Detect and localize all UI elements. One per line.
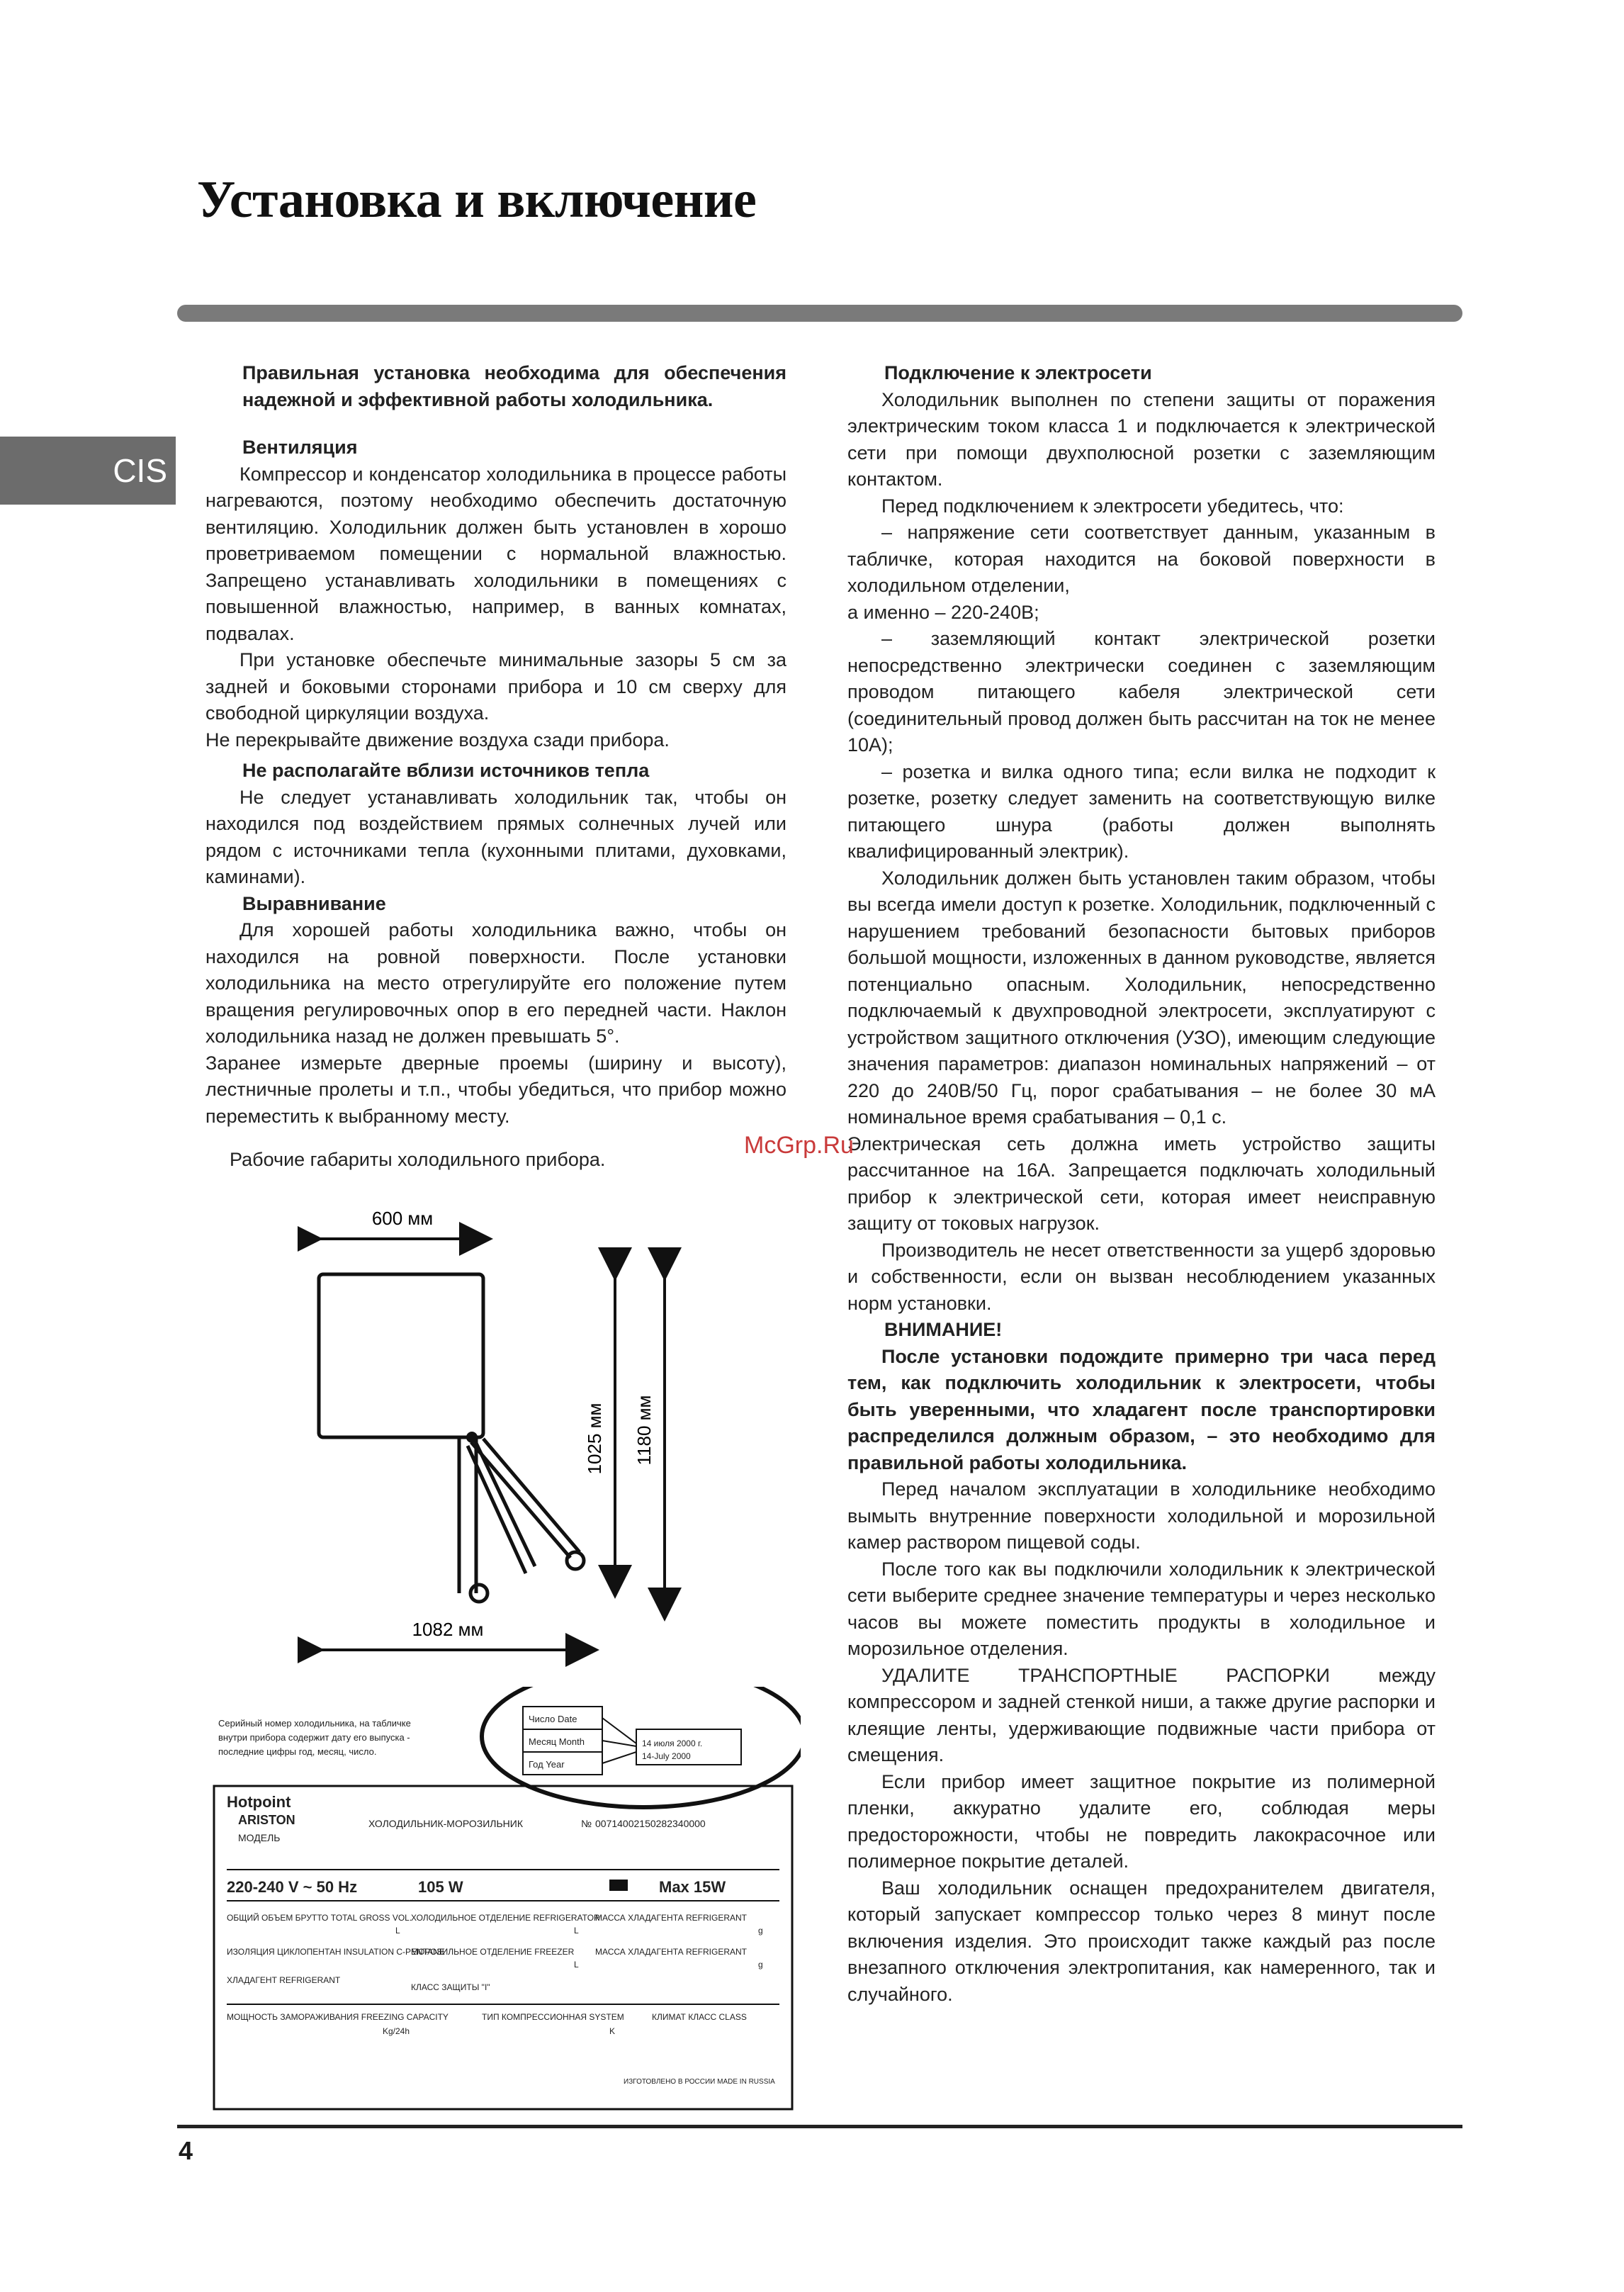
highlight-ellipse [482,1687,801,1807]
dimensions-diagram [298,1205,723,1687]
title-divider [177,305,1462,322]
power-paragraph: – розетка и вилка одного типа; если вилка не подходит к розетке, розетку следует заменить на соответствующую вилке питающего шнура (работы должен выполнять квалифицированный электрик). [847,760,1436,862]
right-column [847,360,1436,2008]
power-heading: Подключение к электросети [884,362,1152,383]
watermark: McGrp.Ru [744,1132,854,1159]
plate-field: ХОЛОДИЛЬНОЕ ОТДЕЛЕНИЕ REFRIGERATOR [411,1913,600,1923]
plate-field: МОЩНОСТЬ ЗАМОРАЖИВАНИЯ FREEZING CAPACITY [227,2012,449,2022]
power-paragraph: Перед подключением к электросети убедитесь, что: [881,495,1344,517]
date-example: 14 июля 2000 г. 14-July 2000 [642,1738,703,1761]
ventilation-heading: Вентиляция [242,437,358,458]
serial-label: № [581,1818,592,1829]
made-in-text: ИЗГОТОВЛЕНО В РОССИИ MADE IN RUSSIA [624,2078,775,2086]
plate-field: КЛАСС ЗАЩИТЫ "I" [411,1982,490,1992]
plate-unit: g [758,1960,763,1970]
date-row-year: Год Year [529,1759,565,1770]
body-paragraph: Перед началом эксплуатации в холодильнике необходимо вымыть внутренние поверхности холодильной и морозильной камер раствором пищевой соды. [847,1478,1436,1553]
level-paragraph: Заранее измерьте дверные проемы (ширину и высоту), лестничные пролеты и т.п., чтобы убедиться, что прибор можно переместить к выбранному месту. [205,1052,786,1127]
power-text: 105 W [418,1878,463,1896]
plate-unit: L [574,1960,579,1970]
date-row-day: Число Date [529,1714,577,1724]
lamp-text: Max 15W [659,1878,726,1896]
power-paragraph: – заземляющий контакт электрической розетки непосредственно электрически соединен с заземляющим проводом питающего кабеля электрической сети (соединительный провод должен быть рассчитан на ток не менее 10А); [847,628,1436,755]
intro-text: Правильная установка необходима для обеспечения надежной и эффективной работы холодильника. [242,362,786,410]
fridge-outline [319,1274,483,1437]
width-label: 600 мм [371,1208,434,1229]
model-label: МОДЕЛЬ [238,1832,281,1843]
heat-paragraph: Не следует устанавливать холодильник так, чтобы он находился под воздействием прямых солнечных лучей или рядом с источниками тепла (кухонными плитами, духовками, каминами). [205,786,786,887]
power-paragraph: Электрическая сеть должна иметь устройство защиты рассчитанное на 16А. Запрещается подключать холодильный прибор к электрической сети, которая имеет неисправную защиту от токовых нагрузок. [847,1133,1436,1234]
type-label: ХОЛОДИЛЬНИК-МОРОЗИЛЬНИК [368,1818,523,1829]
plate-field: МОРОЗИЛЬНОЕ ОТДЕЛЕНИЕ FREEZER [411,1947,575,1957]
plate-unit: g [758,1926,763,1936]
footer-divider [177,2125,1462,2128]
page-number: 4 [179,2136,193,2165]
ventilation-paragraph: Компрессор и конденсатор холодильника в процессе работы нагреваются, поэтому необходимо обеспечить достаточную вентиляцию. Холодильник должен быть установлен в хорошо проветриваемом помещении с нормальной влажностью. Запрещено устанавливать холодильники в помещениях с повышенной влажностью, например, в ванных комнатах, подвалах. [205,463,786,644]
power-paragraph: – напряжение сети соответствует данным, указанным в табличке, которая находится на боковой поверхности в холодильном отделении, [847,522,1436,596]
serial-number: 00714002150282340000 [595,1818,706,1829]
plate-field: ТИП КОМПРЕССИОННАЯ SYSTEM [482,2012,624,2022]
plate-field: ОБЩИЙ ОБЪЕМ БРУТТО TOTAL GROSS VOL. [227,1913,412,1923]
plate-unit: L [574,1926,579,1936]
body-paragraph: Ваш холодильник оснащен предохранителем двигателя, который запускает компрессор только через 8 минут после включения изделия. Это происходит также каждый раз после внезапного отключения электропитания, как намеренного, так и случайного. [847,1877,1436,2005]
power-paragraph: Холодильник должен быть установлен таким образом, чтобы вы всегда имели доступ к розетке. Холодильник, подключенный с нарушением требований безопасности бытовых приборов большой мощности, изложенных в данном руководстве, является потенциально опасным. Холодильник, непосредственно подключаемый к двухпроводной электросети, эксплуатируют с устройством защитного отключения (УЗО), имеющим следующие значения параметров: диапазон номинальных напряжений – от 220 до 240В/50 Гц, порог срабатывания – не более 30 мА номинальное время срабатывания – 0,1 с. [847,867,1436,1128]
power-paragraph: Холодильник выполнен по степени защиты от поражения электрическим током класса 1 и подключается к электрической сети при помощи двухполюсной розетки с заземляющим контактом. [847,388,1436,490]
brand-sub-text: ARISTON [238,1813,295,1827]
warning-paragraph: После установки подождите примерно три часа перед тем, как подключить холодильник к электросети, чтобы быть уверенными, что хладагент после транспортировки распределился должным образом, – это необходимо для правильной работы холодильника. [847,1345,1436,1473]
plate-unit: L [395,1926,400,1936]
rating-plate-image [213,1687,801,2112]
level-heading: Выравнивание [242,892,386,914]
power-paragraph: а именно – 220-240В; [847,601,1039,623]
plate-field: ИЗОЛЯЦИЯ ЦИКЛОПЕНТАН INSULATION C-PENTANE [227,1947,445,1957]
plate-field: КЛИМАТ КЛАСС CLASS [652,2012,747,2022]
body-paragraph: Если прибор имеет защитное покрытие из полимерной пленки, аккуратно удалите его, соблюдая меры предосторожности, чтобы не повредить лакокрасочное или полимерное покрытие деталей. [847,1770,1436,1872]
left-column [205,360,786,1174]
brand-logo-text: Hotpoint [227,1793,291,1811]
serial-note: Серийный номер холодильника, на табличке внутри прибора содержит дату его выпуска - последние цифры год, месяц, число. [218,1718,411,1757]
depth-label: 1082 мм [412,1619,484,1640]
warning-heading: ВНИМАНИЕ! [884,1319,1003,1340]
ventilation-paragraph: Не перекрывайте движение воздуха сзади прибора. [205,729,670,751]
page-title: Установка и включение [197,171,757,229]
plate-unit: K [609,2026,616,2036]
plate-unit: Kg/24h [383,2026,410,2036]
height1-label: 1025 мм [584,1403,605,1475]
plate-field: МАССА ХЛАДАГЕНТА REFRIGERANT [595,1947,747,1957]
plate-field: ХЛАДАГЕНТ REFRIGERANT [227,1975,341,1985]
date-row-month: Месяц Month [529,1736,585,1747]
plate-field: МАССА ХЛАДАГЕНТА REFRIGERANT [595,1913,747,1923]
heat-heading: Не располагайте вблизи источников тепла [242,760,650,781]
diagram-caption: Рабочие габариты холодильного прибора. [230,1149,606,1170]
level-paragraph: Для хорошей работы холодильника важно, чтобы он находился на ровной поверхности. После установки холодильника на место отрегулируйте его положение путем вращения регулировочных опор в его передней части. Наклон холодильника назад не должен превышать 5°. [205,919,786,1047]
height2-label: 1180 мм [633,1395,655,1466]
voltage-text: 220-240 V ~ 50 Hz [227,1878,358,1896]
body-paragraph: После того как вы подключили холодильник к электрической сети выберите среднее значение температуры и через несколько часов вы можете поместить продукты в холодильное и морозильное отделения. [847,1558,1436,1659]
ventilation-paragraph: При установке обеспечьте минимальные зазоры 5 см за задней и боковыми сторонами прибора и 10 см сверху для свободной циркуляции воздуха. [205,649,786,724]
power-paragraph: Производитель не несет ответственности за ущерб здоровью и собственности, если он вызван несоблюдением указанных норм установки. [847,1239,1436,1314]
language-tab: CIS [0,437,176,505]
body-paragraph: УДАЛИТЕ ТРАНСПОРТНЫЕ РАСПОРКИ между компрессором и задней стенкой ниши, а также другие распорки и клеящие ленты, удерживающие подвижные части прибора от смещения. [847,1664,1436,1765]
